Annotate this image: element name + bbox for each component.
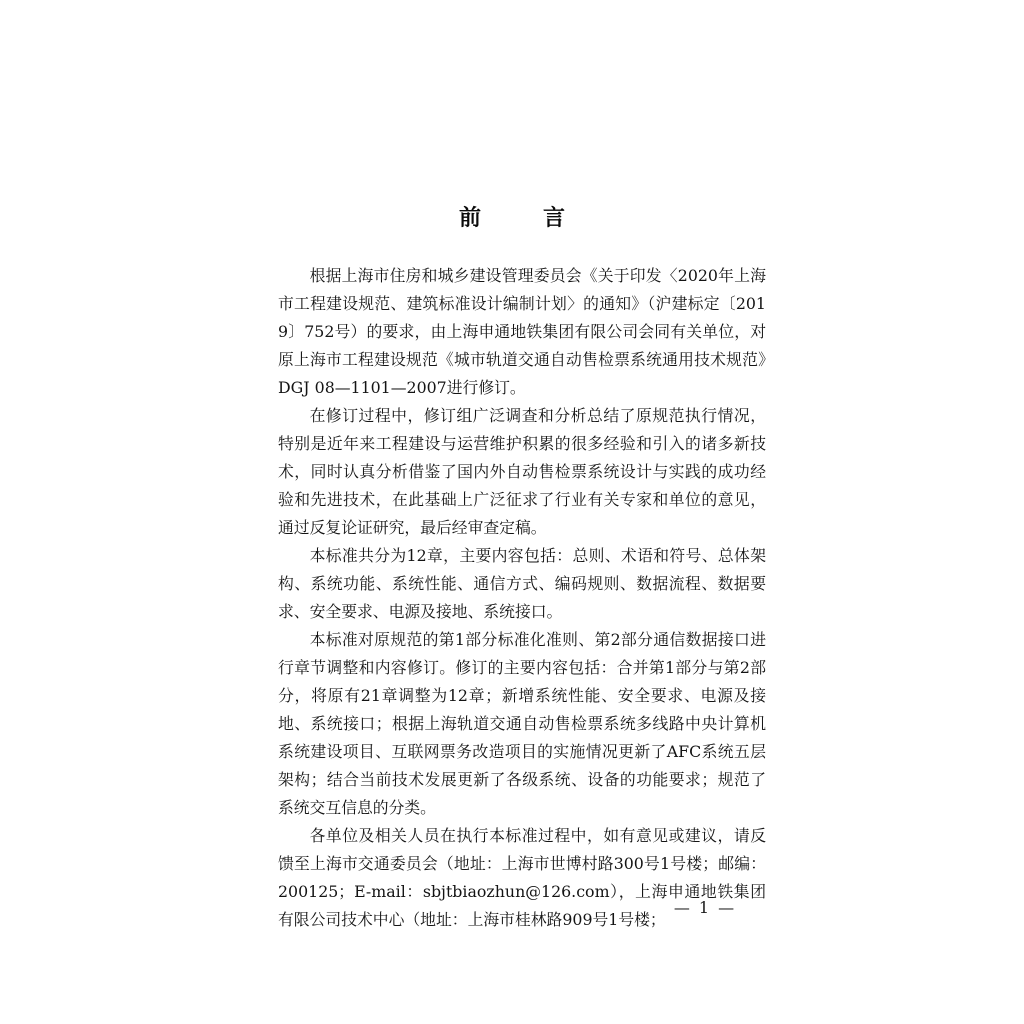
page-title: 前 言 [458,205,585,231]
paragraph-3: 本标准共分为12章，主要内容包括：总则、术语和符号、总体架构、系统功能、系统性能、通信方式、编码规则、数据流程、数据要求、安全要求、电源及接地、系统接口。 [278,546,766,621]
body-text [278,262,766,934]
paragraph-2: 在修订过程中，修订组广泛调查和分析总结了原规范执行情况，特别是近年来工程建设与运营维护积累的很多经验和引入的诸多新技术，同时认真分析借鉴了国内外自动售检票系统设计与实践的成功经验和先进技术，在此基础上广泛征求了行业有关专家和单位的意见，通过反复论证研究，最后经审查定稿。 [278,406,766,537]
page-number: — 1 — [673,898,737,917]
paragraph-1: 根据上海市住房和城乡建设管理委员会《关于印发〈2020年上海市工程建设规范、建筑标准设计编制计划〉的通知》（沪建标定〔2019〕752号）的要求，由上海申通地铁集团有限公司会同有关单位，对原上海市工程建设规范《城市轨道交通自动售检票系统通用技术规范》DGJ 08—1101—2007进行修订。 [278,266,766,397]
paragraph-5: 各单位及相关人员在执行本标准过程中，如有意见或建议，请反馈至上海市交通委员会（地址：上海市世博村路300号1号楼；邮编：200125；E-mail：sbjtbiaozhun@126.com），上海申通地铁集团有限公司技术中心（地址：上海市桂林路909号1号楼； [278,826,766,929]
paragraph-4: 本标准对原规范的第1部分标准化准则、第2部分通信数据接口进行章节调整和内容修订。修订的主要内容包括：合并第1部分与第2部分，将原有21章调整为12章；新增系统性能、安全要求、电源及接地、系统接口；根据上海轨道交通自动售检票系统多线路中央计算机系统建设项目、互联网票务改造项目的实施情况更新了AFC系统五层架构；结合当前技术发展更新了各级系统、设备的功能要求；规范了系统交互信息的分类。 [278,630,766,817]
